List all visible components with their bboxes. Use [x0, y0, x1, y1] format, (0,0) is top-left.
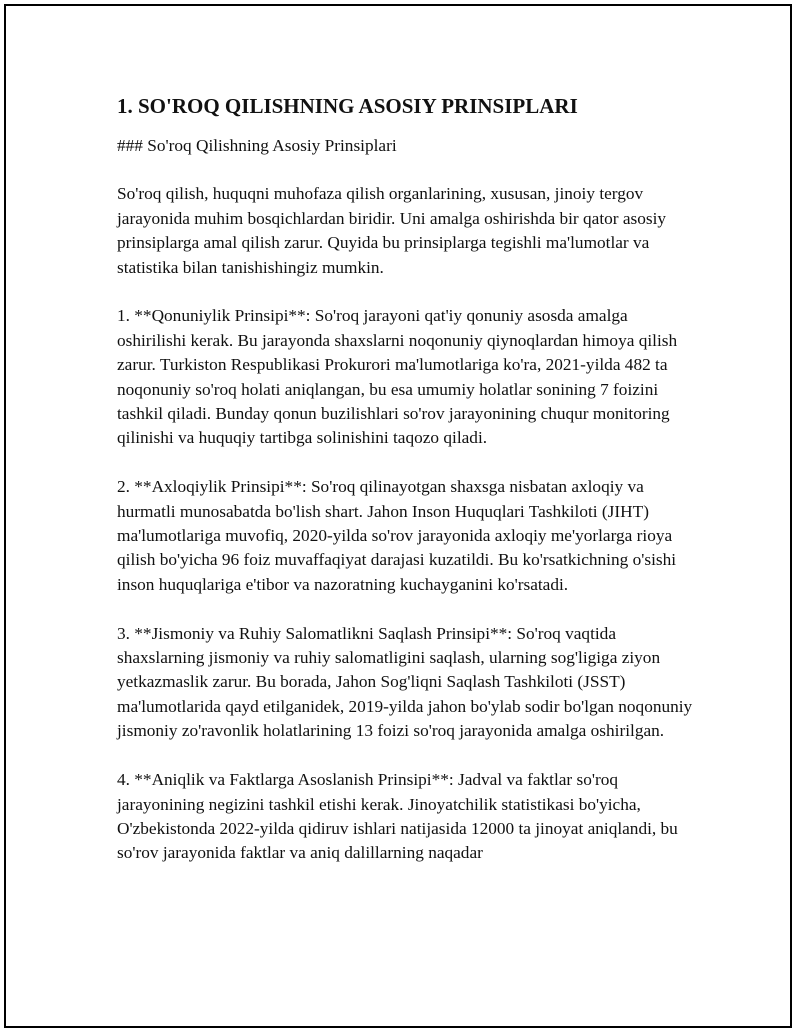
principle-ethics-paragraph: 2. **Axloqiylik Prinsipi**: So'roq qilinayotgan shaxsga nisbatan axloqiy va hurmatli munosabatda bo'lish shart. Jahon Inson Huquqlari Tashkiloti (JIHT) ma'lumotlariga muvofiq, 2020-yilda so'rov jarayonida axloqiy me'yorlarga rioya qilish bo'yicha 96 foiz muvaffaqiyat darajasi kuzatildi. Bu ko'rsatkichning o'sishi inson huquqlariga e'tibor va nazoratning kuchayganini ko'rsatadi.: [117, 477, 677, 594]
document-body: [117, 92, 697, 890]
principle-accuracy-paragraph: 4. **Aniqlik va Faktlarga Asoslanish Prinsipi**: Jadval va faktlar so'roq jarayonining negizini tashkil etishi kerak. Jinoyatchilik statistikasi bo'yicha, O'zbekistonda 2022-yilda qidiruv ishlari natijasida 12000 ta jinoyat aniqlandi, bu so'rov jarayonida faktlar va aniq dalillarning naqadar: [117, 770, 678, 863]
principle-legality-paragraph: 1. **Qonuniylik Prinsipi**: So'roq jarayoni qat'iy qonuniy asosda amalga oshirilishi kerak. Bu jarayonda shaxslarni noqonuniy qiynoqlardan himoya qilish zarur. Turkiston Respublikasi Prokurori ma'lumotlariga ko'ra, 2021-yilda 482 ta noqonuniy so'roq holati aniqlangan, bu esa umumiy holatlar sonining 7 foizini tashkil qiladi. Bunday qonun buzilishlari so'rov jarayonining chuqur monitoring qilinishi va huquqiy tartibga solinishini taqozo qiladi.: [117, 306, 678, 448]
markdown-subheading: ### So'roq Qilishning Asosiy Prinsiplari: [117, 136, 397, 155]
principle-health-paragraph: 3. **Jismoniy va Ruhiy Salomatlikni Saqlash Prinsipi**: So'roq vaqtida shaxslarning jismoniy va ruhiy salomatligini saqlash, ularning sog'ligiga ziyon yetkazmaslik zarur. Bu borada, Jahon Sog'liqni Saqlash Tashkiloti (JSST) ma'lumotlarida qayd etilganidek, 2019-yilda jahon bo'ylab sodir bo'lgan noqonuniy jismoniy zo'ravonlik holatlarining 13 foizi so'roq jarayonida amalga oshirilgan.: [117, 623, 693, 741]
intro-paragraph: So'roq qilish, huquqni muhofaza qilish organlarining, xususan, jinoiy tergov jarayonida muhim bosqichlardan biridir. Uni amalga oshirishda bir qator asosiy prinsiplarga amal qilish zarur. Quyida bu prinsiplarga tegishli ma'lumotlar va statistika bilan tanishishingiz mumkin.: [117, 184, 667, 277]
document-title: 1. SO'ROQ QILISHNING ASOSIY PRINSIPLARI: [117, 94, 578, 118]
